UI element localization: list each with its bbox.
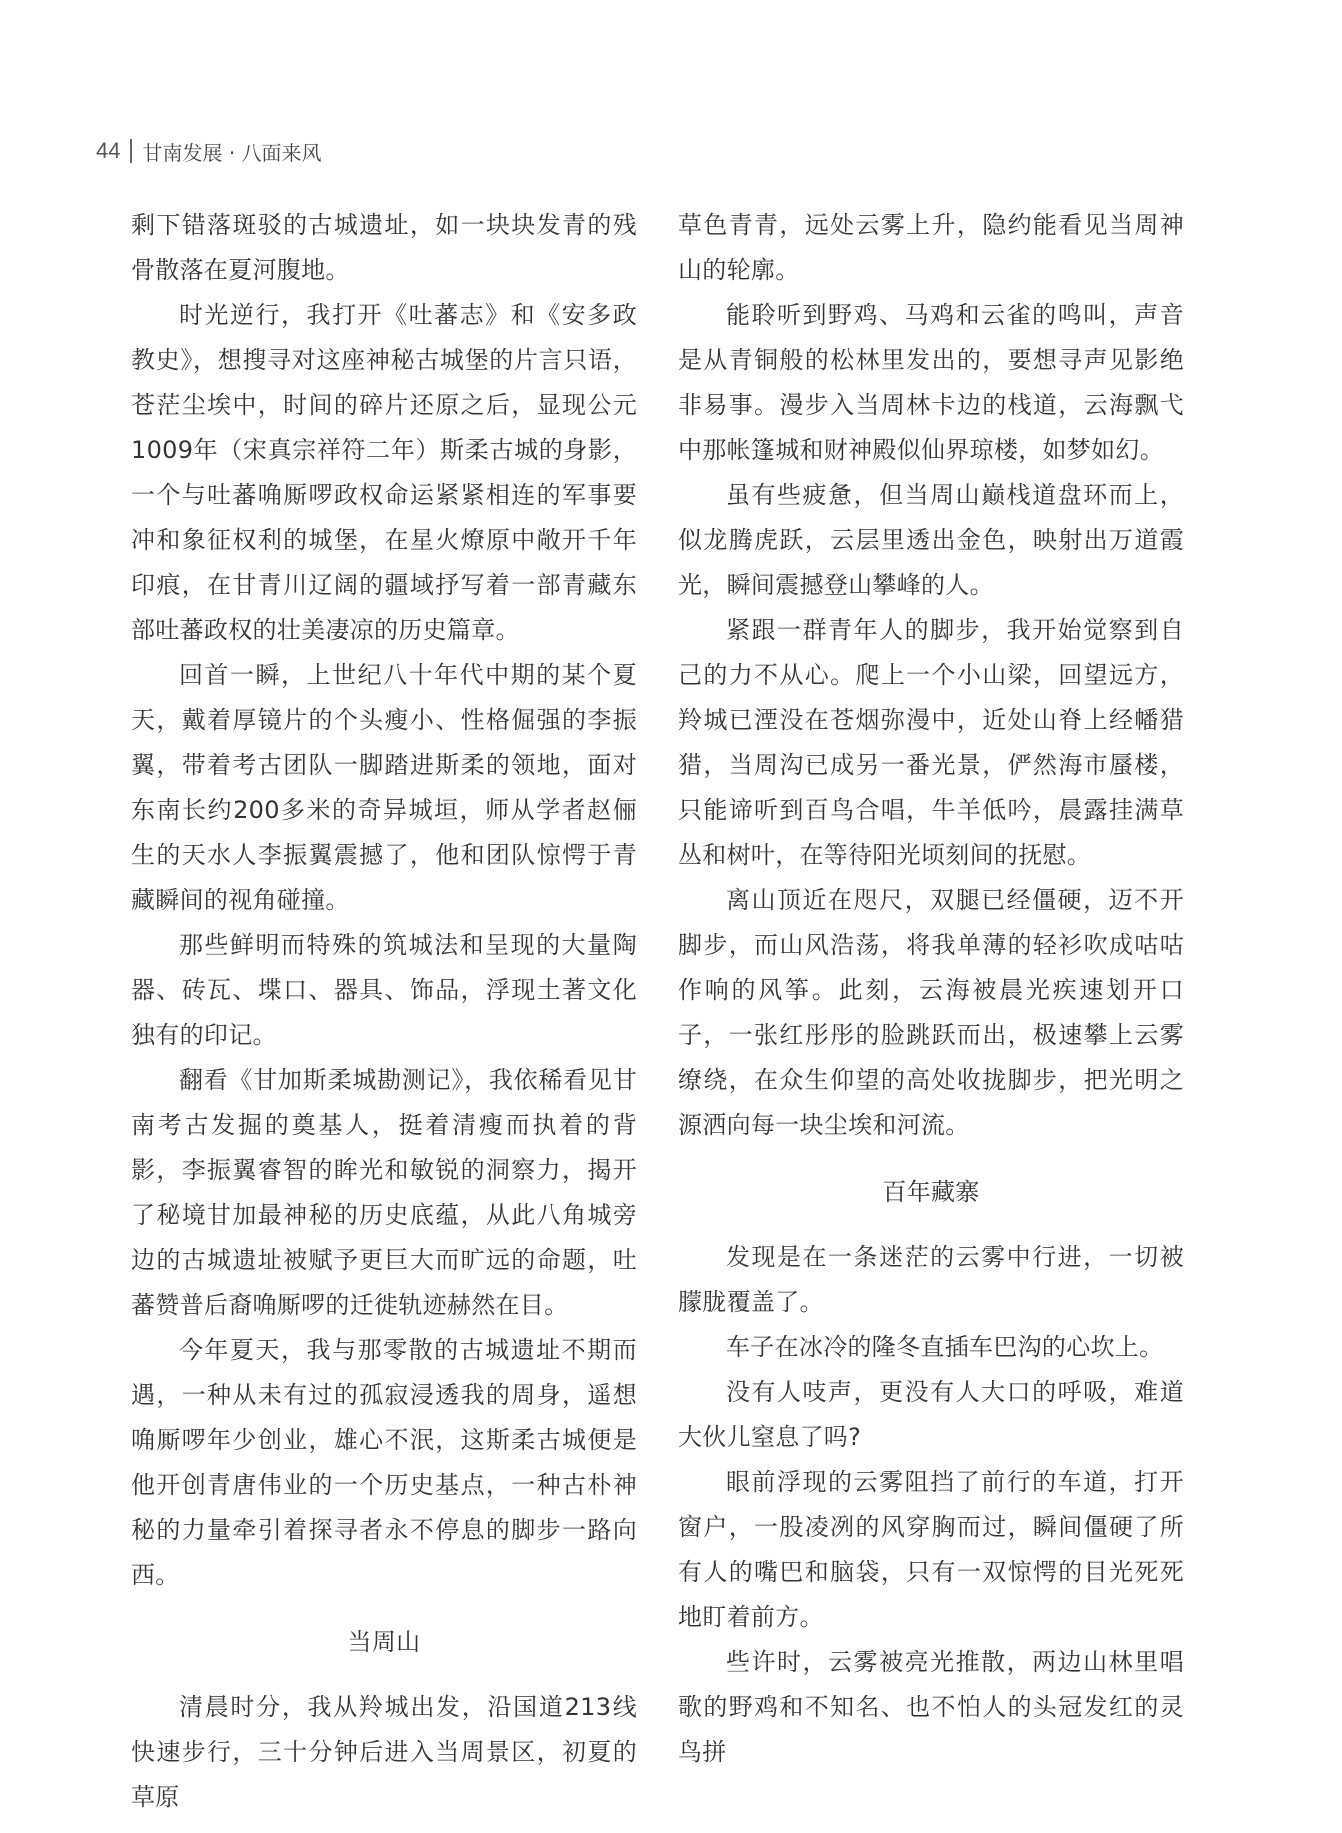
paragraph: 眼前浮现的云雾阻挡了前行的车道，打开窗户，一股凌冽的风穿胸而过，瞬间僵硬了所有人的嘴巴和脑袋，只有一双惊愕的目光死死地盯着前方。 [678, 1468, 1184, 1631]
paragraph: 能聆听到野鸡、马鸡和云雀的鸣叫，声音是从青铜般的松林里发出的，要想寻声见影绝非易事。漫步入当周林卡边的栈道，云海飘弋中那帐篷城和财神殿似仙界琼楼，如梦如幻。 [678, 301, 1184, 464]
running-header [96, 136, 322, 166]
header-divider [130, 139, 132, 163]
left-text-column [131, 203, 637, 1820]
header-title: 甘南发展 · 八面来风 [142, 140, 322, 165]
section-heading: 百年藏寨 [882, 1178, 980, 1206]
paragraph: 时光逆行，我打开《吐蕃志》和《安多政教史》，想搜寻对这座神秘古城堡的片言只语，苍茫尘埃中，时间的碎片还原之后，显现公元1009年（宋真宗祥符二年）斯柔古城的身影，一个与吐蕃唃厮啰政权命运紧紧相连的军事要冲和象征权利的城堡，在星火燎原中敞开千年印痕，在甘青川辽阔的疆域抒写着一部青藏东部吐蕃政权的壮美凄凉的历史篇章。 [131, 301, 637, 644]
paragraph: 那些鲜明而特殊的筑城法和呈现的大量陶器、砖瓦、堞口、器具、饰品，浮现土著文化独有的印记。 [131, 931, 637, 1049]
paragraph: 今年夏天，我与那零散的古城遗址不期而遇，一种从未有过的孤寂浸透我的周身，遥想唃厮啰年少创业，雄心不泯，这斯柔古城便是他开创青唐伟业的一个历史基点，一种古朴神秘的力量牵引着探寻者永不停息的脚步一路向西。 [131, 1336, 637, 1589]
right-text-column [678, 203, 1184, 1775]
paragraph: 剩下错落斑驳的古城遗址，如一块块发青的残骨散落在夏河腹地。 [131, 211, 637, 284]
paragraph: 翻看《甘加斯柔城勘测记》，我依稀看见甘南考古发掘的奠基人，挺着清瘦而执着的背影，李振翼睿智的眸光和敏锐的洞察力，揭开了秘境甘加最神秘的历史底蕴，从此八角城旁边的古城遗址被赋予更巨大而旷远的命题，吐蕃赞普后裔唃厮啰的迁徙轨迹赫然在目。 [131, 1066, 637, 1319]
paragraph: 离山顶近在咫尺，双腿已经僵硬，迈不开脚步，而山风浩荡，将我单薄的轻衫吹成咕咕作响的风筝。此刻，云海被晨光疾速划开口子，一张红彤彤的脸跳跃而出，极速攀上云雾缭绕，在众生仰望的高处收拢脚步，把光明之源洒向每一块尘埃和河流。 [678, 886, 1184, 1139]
section-heading: 当周山 [347, 1628, 421, 1656]
paragraph: 发现是在一条迷茫的云雾中行进，一切被朦胧覆盖了。 [678, 1243, 1184, 1316]
paragraph: 没有人吱声，更没有人大口的呼吸，难道大伙儿窒息了吗? [678, 1378, 1184, 1451]
paragraph: 车子在冰冷的隆冬直插车巴沟的心坎上。 [726, 1333, 1164, 1361]
paragraph: 些许时，云雾被亮光推散，两边山林里唱歌的野鸡和不知名、也不怕人的头冠发红的灵鸟拼 [678, 1648, 1184, 1766]
paragraph: 清晨时分，我从羚城出发，沿国道213线快速步行，三十分钟后进入当周景区，初夏的草原 [131, 1693, 637, 1811]
paragraph: 紧跟一群青年人的脚步，我开始觉察到自己的力不从心。爬上一个小山梁，回望远方，羚城已湮没在苍烟弥漫中，近处山脊上经幡猎猎，当周沟已成另一番光景，俨然海市蜃楼，只能谛听到百鸟合唱，牛羊低吟，晨露挂满草丛和树叶，在等待阳光顷刻间的抚慰。 [678, 616, 1184, 869]
paragraph: 回首一瞬，上世纪八十年代中期的某个夏天，戴着厚镜片的个头瘦小、性格倔强的李振翼，带着考古团队一脚踏进斯柔的领地，面对东南长约200多米的奇异城垣，师从学者赵俪生的天水人李振翼震撼了，他和团队惊愕于青藏瞬间的视角碰撞。 [131, 661, 637, 914]
paragraph: 草色青青，远处云雾上升，隐约能看见当周神山的轮廓。 [678, 211, 1184, 284]
page-number: 44 [96, 138, 121, 163]
paragraph: 虽有些疲惫，但当周山巅栈道盘环而上，似龙腾虎跃，云层里透出金色，映射出万道霞光，瞬间震撼登山攀峰的人。 [678, 481, 1184, 599]
